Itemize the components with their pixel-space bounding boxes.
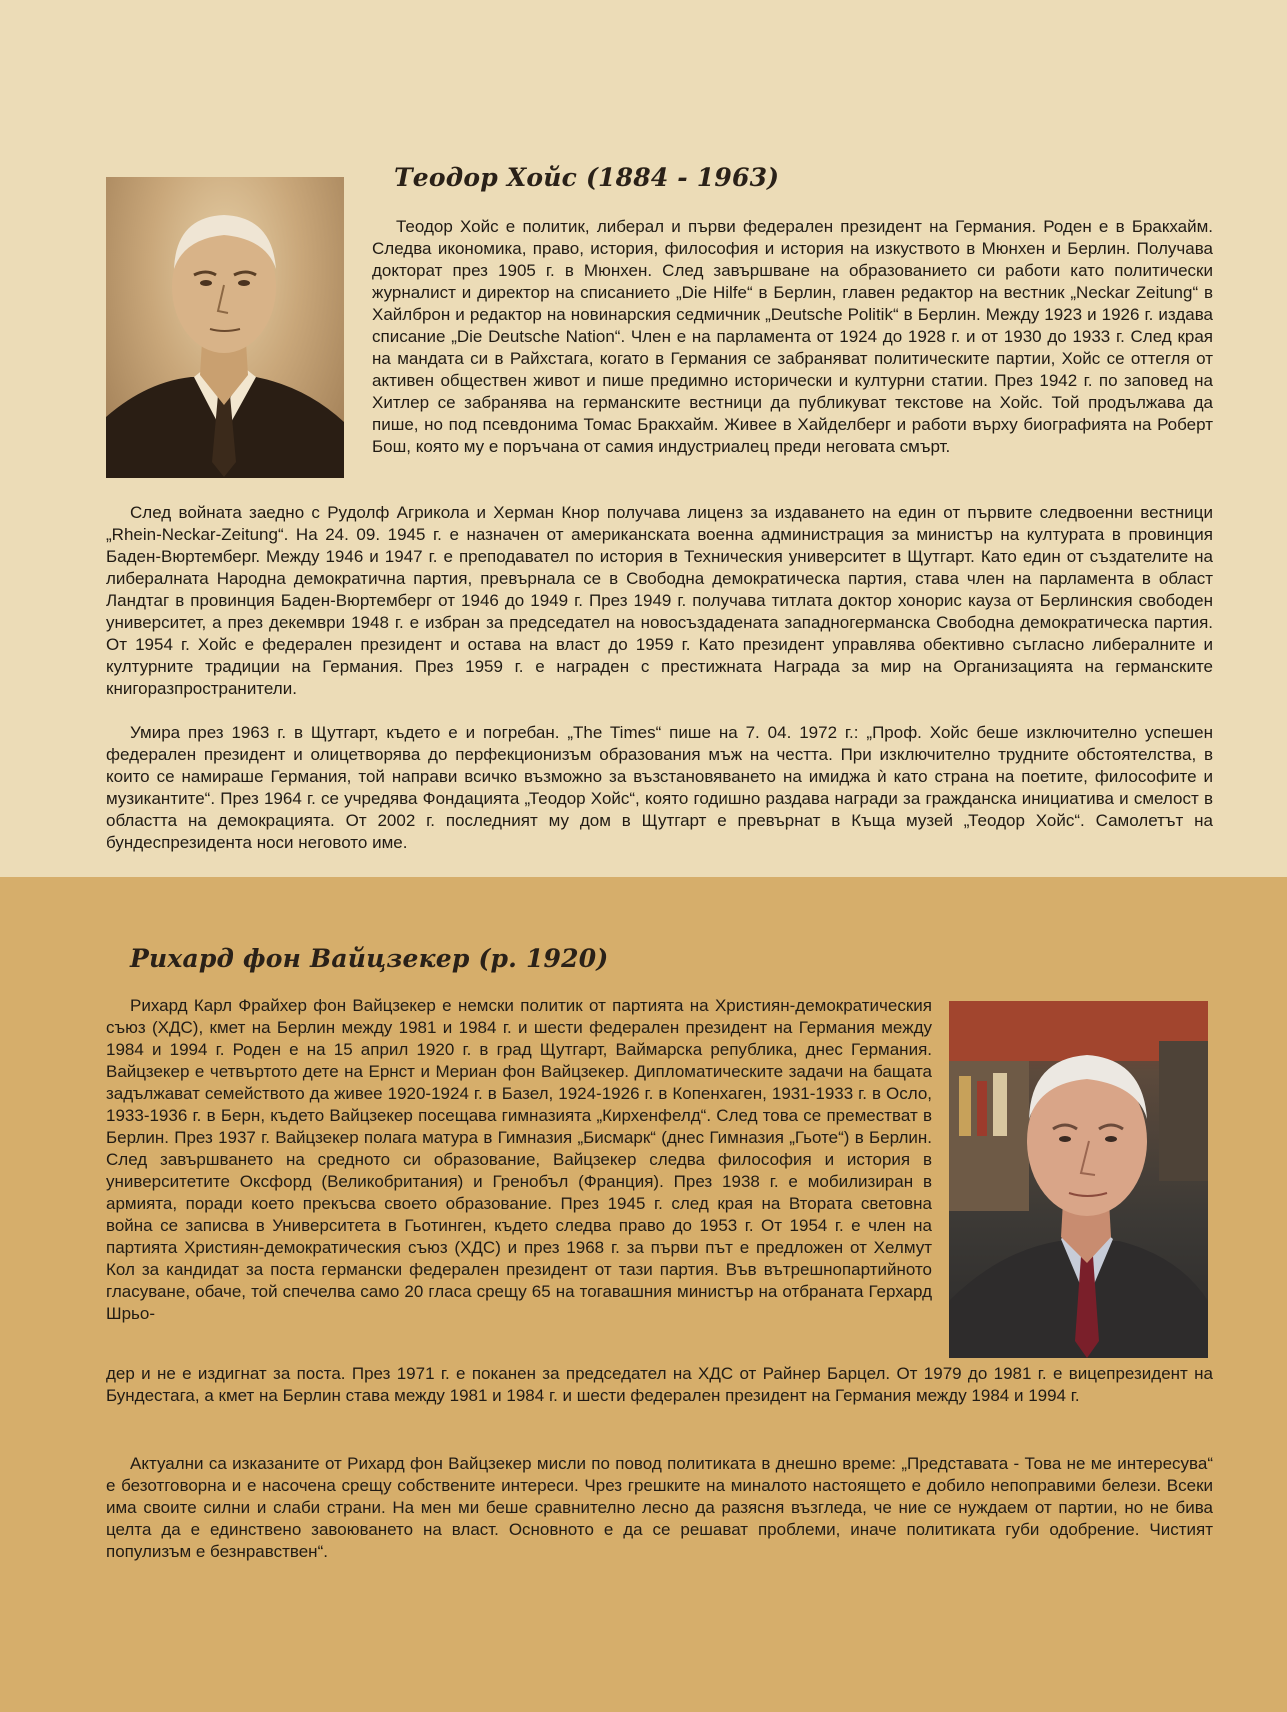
weizsaecker-paragraph-2: Актуални са изказаните от Рихард фон Вайцзекер мисли по повод политиката в днешно време: „Представата - Това не ме интересува“ е безотговорна и е насочена срещу собствените интереси. Чрез грешките на миналото настоящето е добило непоправими белези. Всеки има своите силни и слаби страни. На мен ми беше сравнително лесно да разясня възгледа, че ние се нуждаем от партии, но не бива целта да е единствено завоюването на власт. Основното е да се решават проблеми, иначе политиката губи одобрение. Чистият популизъм е безнравствен“. xyxy=(106,1454,1213,1561)
weizsaecker-paragraph-1-continued: дер и не е издигнат за поста. През 1971 г. е поканен за председател на ХДС от Райнер Барцел. От 1979 до 1981 г. е вицепрезидент на Бундестага, а кмет на Берлин става между 1981 и 1984 г. и шести федерален президент на Германия между 1984 и 1994 г. xyxy=(106,1364,1213,1405)
heuss-paragraph-3: Умира през 1963 г. в Щутгарт, където е и погребан. „The Times“ пише на 7. 04. 1972 г.: „Проф. Хойс беше изключително успешен федерален президент и олицетворява до перфекционизъм образования мъж на честта. При изключително трудните обстоятелства, в които се намираше Германия, той направи всичко възможно за възстановяването на имиджа ѝ като страна на поетите, философите и музикантите“. През 1964 г. се учредява Фондацията „Теодор Хойс“, която годишно раздава награди за гражданска инициатива и смелост в областта на демокрацията. От 2002 г. последният му дом в Щутгарт е превърнат в Къща музей „Теодор Хойс“. Самолетът на бундеспрезидента носи неговото име. xyxy=(106,723,1213,852)
theodor-heuss-portrait xyxy=(106,177,344,478)
heuss-paragraph-2: След войната заедно с Рудолф Агрикола и Херман Кнор получава лиценз за издаването на един от първите следвоенни вестници „Rhein-Neckar-Zeitung“. На 24. 09. 1945 г. е назначен от американската военна администрация за министър на културата в провинция Баден-Вюртемберг. Между 1946 и 1947 г. е преподавател по история в Техническия университет в Щутгарт. Като един от създателите на либералната Народна демократична партия, превърнала се в Свободна демократическа партия, става член на парламента в област Ландтаг в провинция Баден-Вюртемберг от 1946 до 1949 г. През 1949 г. получава титлата доктор хонорис кауза от Берлинския свободен университет, а през декември 1948 г. е избран за председател на новосъздадената западногерманска Свободна демократическа партия. От 1954 г. Хойс е федерален президент и остава на власт до 1959 г. Като президент управлява обективно съгласно либералните и културните традиции на Германия. През 1959 г. е награден с престижната Награда за мир на Организацията на германските книгоразпространители. xyxy=(106,503,1213,698)
richard-von-weizsaecker-portrait xyxy=(949,1001,1208,1358)
weizsaecker-title: Рихард фон Вайцзекер (р. 1920) xyxy=(130,944,609,973)
weizsaecker-paragraph-1: Рихард Карл Фрайхер фон Вайцзекер е немски политик от партията на Християн-демократическия съюз (ХДС), кмет на Берлин между 1981 и 1984 г. и шести федерален президент на Германия между 1984 и 1994 г. Роден е на 15 април 1920 г. в град Щутгарт, Ваймарска република, днес Германия. Вайцзекер е четвъртото дете на Ернст и Мериан фон Вайцзекер. Дипломатическите задачи на бащата задължават семейството да живее 1920-1924 г. в Базел, 1924-1926 г. в Копенхаген, 1931-1933 г. в Осло, 1933-1936 г. в Берн, където Вайцзекер посещава гимназията „Кирхенфелд“. След това се преместват в Берлин. През 1937 г. Вайцзекер полага матура в Гимназия „Бисмарк“ (днес Гимназия „Гьоте“) в Берлин. След завършването на средното си образование, Вайцзекер следва философия и история в университетите Оксфорд (Великобритания) и Гренобъл (Франция). През 1938 г. е мобилизиран в армията, поради което прекъсва своето образование. През 1945 г. след края на Втората световна война се записва в Университета в Гьотинген, където следва право до 1953 г. От 1954 г. е член на партията Християн-демократическия съюз (ХДС) и през 1968 г. за първи път е предложен от Хелмут Кол за кандидат за поста германски федерален президент от тази партия. Във вътрешнопартийното гласуване, обаче, той спечелва само 20 гласа срещу 65 на тогавашния министър на отбраната Герхард Шрьо- xyxy=(106,996,932,1323)
heuss-title: Теодор Хойс (1884 - 1963) xyxy=(394,163,780,192)
heuss-paragraph-1: Теодор Хойс е политик, либерал и първи федерален президент на Германия. Роден е в Бракхайм. Следва икономика, право, история, философия и история на изкуството в Мюнхен и Берлин. Получава докторат през 1905 г. в Мюнхен. След завършване на образованието си работи като политически журналист и директор на списанието „Die Hilfe“ в Берлин, главен редактор на вестник „Neckar Zeitung“ в Хайлброн и редактор на новинарския седмичник „Deutsche Politik“ в Берлин. Между 1923 и 1926 г. издава списание „Die Deutsche Nation“. Член е на парламента от 1924 до 1928 г. и от 1930 до 1933 г. След края на мандата си в Райхстага, когато в Германия се забраняват политическите партии, Хойс се оттегля от активен обществен живот и пише предимно исторически и културни статии. През 1942 г. по заповед на Хитлер се забранява на германските вестници да публикуват текстове на Хойс. Той продължава да пише, но под псевдонима Томас Бракхайм. Живее в Хайделберг и работи върху биографията на Роберт Бош, която му е поръчана от самия индустриалец преди неговата смърт. xyxy=(372,217,1213,456)
